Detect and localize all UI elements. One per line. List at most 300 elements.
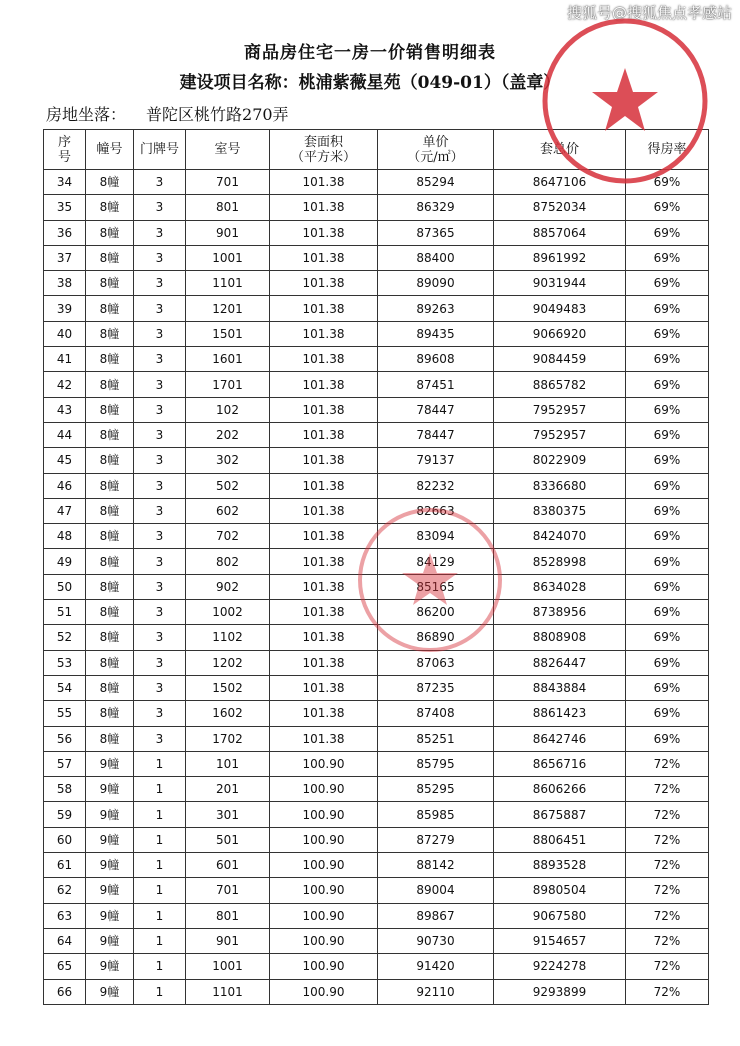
- cell-building: 9幢: [86, 979, 134, 1004]
- cell-unit-price: 78447: [378, 397, 494, 422]
- cell-room: 1001: [186, 245, 270, 270]
- cell-seq: 37: [44, 245, 86, 270]
- cell-seq: 38: [44, 271, 86, 296]
- cell-room: 1202: [186, 650, 270, 675]
- cell-building: 9幢: [86, 954, 134, 979]
- price-detail-table: [43, 129, 709, 1005]
- cell-unit-price: 82663: [378, 498, 494, 523]
- cell-total-price: 8843884: [494, 675, 626, 700]
- cell-unit-price: 89263: [378, 296, 494, 321]
- cell-seq: 56: [44, 726, 86, 751]
- cell-seq: 55: [44, 701, 86, 726]
- cell-seq: 39: [44, 296, 86, 321]
- cell-seq: 58: [44, 777, 86, 802]
- cell-room: 801: [186, 195, 270, 220]
- cell-ratio: 72%: [626, 954, 709, 979]
- cell-door: 1: [134, 903, 186, 928]
- cell-door: 3: [134, 271, 186, 296]
- property-location: [46, 102, 309, 125]
- cell-room: 701: [186, 170, 270, 195]
- table-row: [44, 271, 709, 296]
- cell-unit-price: 87235: [378, 675, 494, 700]
- cell-area: 101.38: [270, 372, 378, 397]
- table-row: [44, 802, 709, 827]
- cell-door: 3: [134, 498, 186, 523]
- header-area: 套面积 （平方米）: [270, 130, 378, 170]
- cell-area: 101.38: [270, 321, 378, 346]
- cell-total-price: 8642746: [494, 726, 626, 751]
- cell-door: 3: [134, 422, 186, 447]
- cell-total-price: 8980504: [494, 878, 626, 903]
- header-unit-price: 单价 （元/㎡）: [378, 130, 494, 170]
- cell-door: 1: [134, 777, 186, 802]
- cell-building: 9幢: [86, 928, 134, 953]
- cell-total-price: 8336680: [494, 473, 626, 498]
- table-row: [44, 347, 709, 372]
- cell-building: 8幢: [86, 422, 134, 447]
- cell-ratio: 69%: [626, 296, 709, 321]
- table-row: [44, 650, 709, 675]
- table-row: [44, 549, 709, 574]
- cell-total-price: 9066920: [494, 321, 626, 346]
- cell-room: 502: [186, 473, 270, 498]
- cell-ratio: 69%: [626, 245, 709, 270]
- table-row: [44, 954, 709, 979]
- cell-room: 701: [186, 878, 270, 903]
- cell-room: 902: [186, 574, 270, 599]
- cell-building: 8幢: [86, 726, 134, 751]
- cell-door: 3: [134, 296, 186, 321]
- cell-room: 1002: [186, 600, 270, 625]
- cell-total-price: 8808908: [494, 625, 626, 650]
- table-row: [44, 903, 709, 928]
- cell-door: 3: [134, 650, 186, 675]
- cell-ratio: 69%: [626, 498, 709, 523]
- cell-area: 101.38: [270, 397, 378, 422]
- cell-seq: 44: [44, 422, 86, 447]
- cell-building: 8幢: [86, 397, 134, 422]
- cell-seq: 64: [44, 928, 86, 953]
- table-row: [44, 777, 709, 802]
- table-row: [44, 625, 709, 650]
- cell-seq: 43: [44, 397, 86, 422]
- cell-area: 101.38: [270, 549, 378, 574]
- cell-area: 101.38: [270, 296, 378, 321]
- cell-door: 3: [134, 448, 186, 473]
- table-body: [44, 170, 709, 1005]
- cell-building: 9幢: [86, 802, 134, 827]
- cell-door: 3: [134, 600, 186, 625]
- cell-door: 3: [134, 726, 186, 751]
- cell-area: 101.38: [270, 422, 378, 447]
- cell-area: 100.90: [270, 954, 378, 979]
- cell-building: 8幢: [86, 372, 134, 397]
- cell-seq: 63: [44, 903, 86, 928]
- cell-total-price: 9067580: [494, 903, 626, 928]
- cell-total-price: 8380375: [494, 498, 626, 523]
- cell-door: 3: [134, 574, 186, 599]
- cell-unit-price: 89867: [378, 903, 494, 928]
- table-row: [44, 296, 709, 321]
- cell-seq: 40: [44, 321, 86, 346]
- table-row: [44, 245, 709, 270]
- cell-ratio: 69%: [626, 347, 709, 372]
- cell-area: 101.38: [270, 650, 378, 675]
- cell-area: 101.38: [270, 524, 378, 549]
- cell-unit-price: 87408: [378, 701, 494, 726]
- cell-room: 302: [186, 448, 270, 473]
- cell-room: 102: [186, 397, 270, 422]
- cell-building: 8幢: [86, 296, 134, 321]
- cell-door: 3: [134, 701, 186, 726]
- table-row: [44, 701, 709, 726]
- cell-area: 100.90: [270, 928, 378, 953]
- table-row: [44, 979, 709, 1004]
- cell-seq: 34: [44, 170, 86, 195]
- cell-total-price: 8826447: [494, 650, 626, 675]
- cell-building: 9幢: [86, 777, 134, 802]
- cell-door: 3: [134, 245, 186, 270]
- cell-door: 1: [134, 878, 186, 903]
- cell-area: 101.38: [270, 574, 378, 599]
- cell-total-price: 8424070: [494, 524, 626, 549]
- cell-area: 101.38: [270, 245, 378, 270]
- cell-unit-price: 85294: [378, 170, 494, 195]
- cell-total-price: 9031944: [494, 271, 626, 296]
- table-row: [44, 726, 709, 751]
- cell-unit-price: 85295: [378, 777, 494, 802]
- cell-room: 301: [186, 802, 270, 827]
- cell-door: 3: [134, 220, 186, 245]
- table-row: [44, 524, 709, 549]
- cell-area: 101.38: [270, 701, 378, 726]
- header-building: 幢号: [86, 130, 134, 170]
- cell-door: 3: [134, 372, 186, 397]
- table-header-row: [44, 130, 709, 170]
- cell-room: 1701: [186, 372, 270, 397]
- cell-ratio: 69%: [626, 372, 709, 397]
- cell-seq: 36: [44, 220, 86, 245]
- cell-unit-price: 90730: [378, 928, 494, 953]
- table-row: [44, 473, 709, 498]
- cell-ratio: 72%: [626, 903, 709, 928]
- cell-building: 8幢: [86, 675, 134, 700]
- cell-total-price: 9224278: [494, 954, 626, 979]
- cell-building: 8幢: [86, 170, 134, 195]
- project-name: 建设项目名称：桃浦紫薇星苑（049-01）（盖章）: [179, 73, 561, 93]
- cell-unit-price: 78447: [378, 422, 494, 447]
- cell-area: 100.90: [270, 777, 378, 802]
- header-total-price: 套总价: [494, 130, 626, 170]
- cell-area: 100.90: [270, 802, 378, 827]
- cell-door: 3: [134, 473, 186, 498]
- cell-ratio: 69%: [626, 549, 709, 574]
- cell-seq: 35: [44, 195, 86, 220]
- cell-ratio: 69%: [626, 473, 709, 498]
- cell-room: 901: [186, 220, 270, 245]
- cell-area: 100.90: [270, 878, 378, 903]
- cell-total-price: 8647106: [494, 170, 626, 195]
- cell-door: 1: [134, 827, 186, 852]
- cell-room: 601: [186, 853, 270, 878]
- cell-seq: 50: [44, 574, 86, 599]
- cell-ratio: 69%: [626, 600, 709, 625]
- cell-unit-price: 89090: [378, 271, 494, 296]
- cell-building: 8幢: [86, 321, 134, 346]
- cell-ratio: 69%: [626, 195, 709, 220]
- cell-door: 1: [134, 853, 186, 878]
- header-door: 门牌号: [134, 130, 186, 170]
- cell-room: 1201: [186, 296, 270, 321]
- cell-ratio: 72%: [626, 853, 709, 878]
- cell-building: 8幢: [86, 549, 134, 574]
- cell-seq: 53: [44, 650, 86, 675]
- cell-room: 1101: [186, 271, 270, 296]
- cell-ratio: 69%: [626, 448, 709, 473]
- cell-area: 101.38: [270, 473, 378, 498]
- cell-building: 8幢: [86, 195, 134, 220]
- cell-area: 101.38: [270, 675, 378, 700]
- cell-total-price: 9293899: [494, 979, 626, 1004]
- cell-total-price: 8022909: [494, 448, 626, 473]
- cell-ratio: 72%: [626, 878, 709, 903]
- cell-room: 1601: [186, 347, 270, 372]
- cell-door: 3: [134, 625, 186, 650]
- cell-ratio: 69%: [626, 220, 709, 245]
- cell-room: 602: [186, 498, 270, 523]
- cell-seq: 51: [44, 600, 86, 625]
- cell-seq: 42: [44, 372, 86, 397]
- cell-total-price: 8857064: [494, 220, 626, 245]
- cell-door: 3: [134, 170, 186, 195]
- cell-room: 1502: [186, 675, 270, 700]
- cell-room: 901: [186, 928, 270, 953]
- cell-area: 100.90: [270, 903, 378, 928]
- cell-seq: 59: [44, 802, 86, 827]
- cell-room: 1702: [186, 726, 270, 751]
- cell-room: 1602: [186, 701, 270, 726]
- cell-door: 3: [134, 397, 186, 422]
- cell-ratio: 69%: [626, 524, 709, 549]
- cell-total-price: 9049483: [494, 296, 626, 321]
- cell-building: 8幢: [86, 347, 134, 372]
- cell-ratio: 72%: [626, 979, 709, 1004]
- cell-room: 1501: [186, 321, 270, 346]
- cell-building: 8幢: [86, 245, 134, 270]
- table-row: [44, 448, 709, 473]
- cell-ratio: 69%: [626, 271, 709, 296]
- cell-seq: 54: [44, 675, 86, 700]
- cell-room: 1001: [186, 954, 270, 979]
- cell-building: 9幢: [86, 751, 134, 776]
- table-row: [44, 397, 709, 422]
- cell-total-price: 8806451: [494, 827, 626, 852]
- cell-ratio: 69%: [626, 650, 709, 675]
- cell-area: 101.38: [270, 448, 378, 473]
- cell-door: 1: [134, 928, 186, 953]
- cell-unit-price: 86200: [378, 600, 494, 625]
- cell-total-price: 8634028: [494, 574, 626, 599]
- cell-building: 8幢: [86, 524, 134, 549]
- cell-ratio: 69%: [626, 321, 709, 346]
- cell-building: 8幢: [86, 650, 134, 675]
- table-row: [44, 195, 709, 220]
- cell-room: 1101: [186, 979, 270, 1004]
- cell-area: 101.38: [270, 600, 378, 625]
- cell-seq: 60: [44, 827, 86, 852]
- cell-total-price: 8675887: [494, 802, 626, 827]
- cell-ratio: 69%: [626, 574, 709, 599]
- cell-ratio: 72%: [626, 827, 709, 852]
- cell-area: 101.38: [270, 498, 378, 523]
- cell-seq: 41: [44, 347, 86, 372]
- cell-door: 3: [134, 675, 186, 700]
- cell-unit-price: 82232: [378, 473, 494, 498]
- cell-unit-price: 85985: [378, 802, 494, 827]
- cell-unit-price: 87063: [378, 650, 494, 675]
- cell-total-price: 7952957: [494, 397, 626, 422]
- cell-door: 1: [134, 979, 186, 1004]
- cell-unit-price: 85795: [378, 751, 494, 776]
- cell-area: 101.38: [270, 347, 378, 372]
- cell-building: 8幢: [86, 574, 134, 599]
- cell-area: 101.38: [270, 220, 378, 245]
- cell-building: 9幢: [86, 853, 134, 878]
- cell-seq: 65: [44, 954, 86, 979]
- document-title: 商品房住宅一房一价销售明细表: [244, 43, 496, 63]
- cell-building: 8幢: [86, 220, 134, 245]
- table-row: [44, 498, 709, 523]
- cell-room: 702: [186, 524, 270, 549]
- cell-unit-price: 87279: [378, 827, 494, 852]
- cell-total-price: 8961992: [494, 245, 626, 270]
- cell-ratio: 69%: [626, 701, 709, 726]
- cell-total-price: 8656716: [494, 751, 626, 776]
- table-row: [44, 170, 709, 195]
- cell-ratio: 72%: [626, 777, 709, 802]
- cell-unit-price: 84129: [378, 549, 494, 574]
- table-row: [44, 878, 709, 903]
- cell-area: 100.90: [270, 827, 378, 852]
- cell-building: 8幢: [86, 701, 134, 726]
- cell-building: 9幢: [86, 827, 134, 852]
- table-row: [44, 675, 709, 700]
- table-row: [44, 220, 709, 245]
- cell-area: 100.90: [270, 853, 378, 878]
- cell-ratio: 72%: [626, 802, 709, 827]
- header-ratio: 得房率: [626, 130, 709, 170]
- cell-building: 8幢: [86, 271, 134, 296]
- cell-area: 101.38: [270, 625, 378, 650]
- cell-unit-price: 88142: [378, 853, 494, 878]
- cell-area: 101.38: [270, 170, 378, 195]
- cell-total-price: 8865782: [494, 372, 626, 397]
- cell-door: 1: [134, 751, 186, 776]
- table-row: [44, 372, 709, 397]
- cell-ratio: 72%: [626, 751, 709, 776]
- cell-building: 8幢: [86, 600, 134, 625]
- cell-building: 9幢: [86, 878, 134, 903]
- cell-total-price: 8738956: [494, 600, 626, 625]
- cell-area: 101.38: [270, 726, 378, 751]
- cell-building: 8幢: [86, 498, 134, 523]
- cell-seq: 49: [44, 549, 86, 574]
- header-seq: 序 号: [44, 130, 86, 170]
- cell-area: 100.90: [270, 979, 378, 1004]
- cell-total-price: 9084459: [494, 347, 626, 372]
- table-row: [44, 422, 709, 447]
- cell-door: 3: [134, 347, 186, 372]
- cell-building: 8幢: [86, 448, 134, 473]
- table-row: [44, 600, 709, 625]
- cell-seq: 62: [44, 878, 86, 903]
- cell-room: 802: [186, 549, 270, 574]
- location-value: 普陀区桃竹路270弄: [146, 105, 289, 124]
- table-row: [44, 574, 709, 599]
- cell-area: 101.38: [270, 271, 378, 296]
- cell-seq: 48: [44, 524, 86, 549]
- cell-unit-price: 89004: [378, 878, 494, 903]
- cell-unit-price: 88400: [378, 245, 494, 270]
- cell-seq: 52: [44, 625, 86, 650]
- cell-total-price: 8606266: [494, 777, 626, 802]
- cell-unit-price: 92110: [378, 979, 494, 1004]
- cell-area: 100.90: [270, 751, 378, 776]
- cell-room: 101: [186, 751, 270, 776]
- cell-unit-price: 87365: [378, 220, 494, 245]
- cell-total-price: 8861423: [494, 701, 626, 726]
- cell-seq: 45: [44, 448, 86, 473]
- cell-room: 1102: [186, 625, 270, 650]
- cell-door: 3: [134, 549, 186, 574]
- cell-ratio: 69%: [626, 625, 709, 650]
- cell-door: 1: [134, 954, 186, 979]
- cell-total-price: 9154657: [494, 928, 626, 953]
- cell-unit-price: 86890: [378, 625, 494, 650]
- cell-ratio: 69%: [626, 726, 709, 751]
- cell-ratio: 69%: [626, 170, 709, 195]
- cell-seq: 46: [44, 473, 86, 498]
- cell-seq: 61: [44, 853, 86, 878]
- table-row: [44, 827, 709, 852]
- cell-door: 3: [134, 524, 186, 549]
- cell-seq: 66: [44, 979, 86, 1004]
- table-row: [44, 321, 709, 346]
- location-label: 房地坐落：: [46, 105, 127, 124]
- cell-unit-price: 91420: [378, 954, 494, 979]
- table-row: [44, 928, 709, 953]
- cell-seq: 57: [44, 751, 86, 776]
- cell-unit-price: 87451: [378, 372, 494, 397]
- cell-room: 501: [186, 827, 270, 852]
- cell-room: 201: [186, 777, 270, 802]
- cell-unit-price: 85251: [378, 726, 494, 751]
- cell-ratio: 72%: [626, 928, 709, 953]
- cell-ratio: 69%: [626, 397, 709, 422]
- table-row: [44, 853, 709, 878]
- cell-room: 202: [186, 422, 270, 447]
- cell-room: 801: [186, 903, 270, 928]
- cell-building: 8幢: [86, 625, 134, 650]
- cell-area: 101.38: [270, 195, 378, 220]
- cell-unit-price: 89608: [378, 347, 494, 372]
- header-room: 室号: [186, 130, 270, 170]
- cell-ratio: 69%: [626, 422, 709, 447]
- cell-total-price: 8893528: [494, 853, 626, 878]
- cell-unit-price: 83094: [378, 524, 494, 549]
- cell-building: 9幢: [86, 903, 134, 928]
- cell-door: 1: [134, 802, 186, 827]
